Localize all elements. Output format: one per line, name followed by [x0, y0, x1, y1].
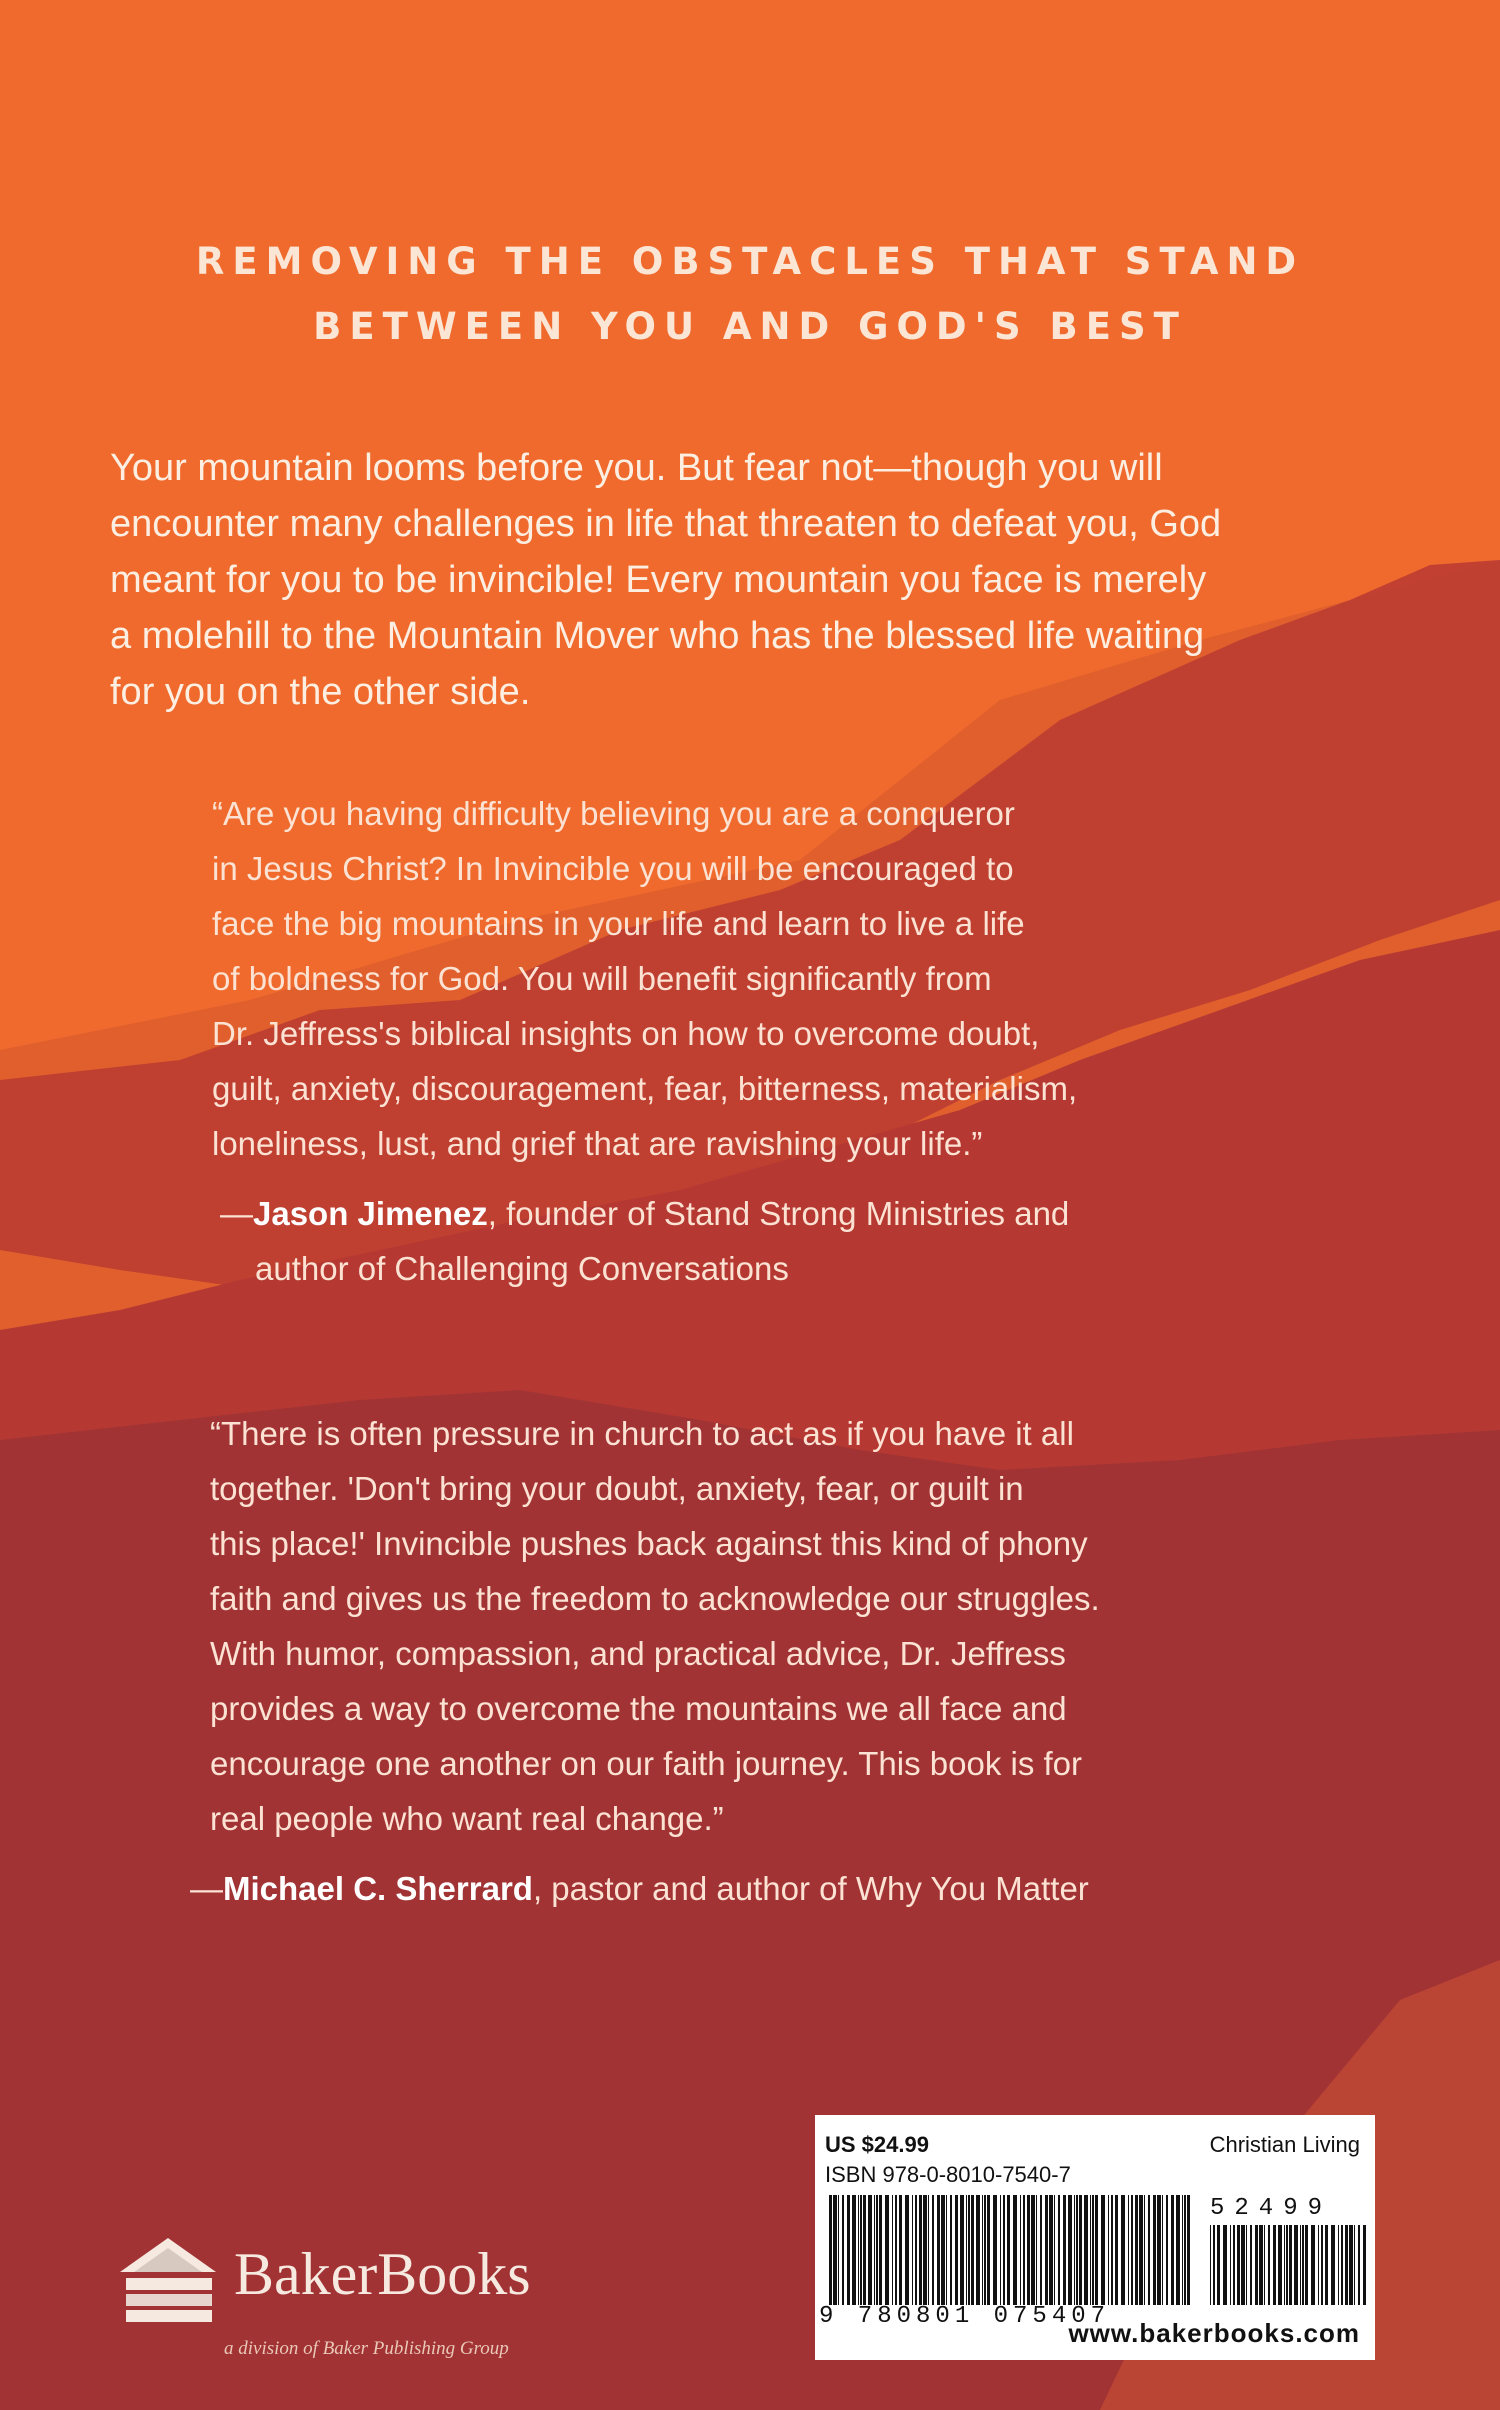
barcode-bar — [1095, 2195, 1098, 2305]
quote-line: provides a way to overcome the mountains we all face and — [210, 1690, 1067, 1727]
barcode-bar — [1349, 2225, 1353, 2305]
barcode-bar — [1213, 2225, 1215, 2305]
barcode-bar — [1182, 2195, 1183, 2305]
quote-line: together. 'Don't bring your doubt, anxiety, fear, or guilt in — [210, 1470, 1024, 1507]
barcode-bar — [1294, 2225, 1298, 2305]
barcode-bar — [1111, 2195, 1113, 2305]
barcode-bar — [923, 2195, 927, 2305]
barcode-bar — [1184, 2195, 1186, 2305]
category: Christian Living — [1209, 2132, 1360, 2157]
attribution-name: Michael C. Sherrard — [223, 1870, 533, 1907]
barcode-bar — [1217, 2225, 1220, 2305]
barcode-bar — [1003, 2195, 1005, 2305]
cover-heading-line-2: BETWEEN YOU AND GOD'S BEST — [313, 305, 1187, 348]
barcode-bar — [1068, 2195, 1072, 2305]
barcode-bar — [1331, 2225, 1335, 2305]
intro-line: encounter many challenges in life that threaten to defeat you, God — [110, 503, 1222, 545]
quote-line: this place!' Invincible pushes back against this kind of phony — [210, 1525, 1088, 1562]
barcode-bar — [1259, 2225, 1263, 2305]
barcode-bar — [1153, 2195, 1156, 2305]
barcode-bar — [1135, 2195, 1138, 2305]
barcode-bar — [1289, 2225, 1292, 2305]
attribution-dash: — — [220, 1195, 253, 1232]
barcode-bar — [1345, 2225, 1348, 2305]
barcode-bar — [1084, 2195, 1088, 2305]
barcode-bar — [946, 2195, 947, 2305]
quote-line: of boldness for God. You will benefit significantly from — [212, 960, 992, 997]
barcode-bar — [1076, 2195, 1078, 2305]
barcode-bar — [1115, 2195, 1118, 2305]
quote-line: encourage one another on our faith journey. This book is for — [210, 1745, 1083, 1782]
barcode-bar — [1128, 2195, 1129, 2305]
publisher-logo — [112, 2220, 632, 2370]
barcode-bar — [928, 2195, 929, 2305]
quote-line: With humor, compassion, and practical advice, Dr. Jeffress — [210, 1635, 1066, 1672]
barcode-bar — [1063, 2195, 1066, 2305]
quote-line: guilt, anxiety, discouragement, fear, bitterness, materialism, — [212, 1070, 1078, 1107]
baker-books-house-icon — [112, 2228, 230, 2328]
barcode-bar — [1305, 2225, 1308, 2305]
barcode-bar — [993, 2195, 997, 2305]
barcode-bar — [899, 2195, 902, 2305]
barcode-bar — [915, 2195, 917, 2305]
barcode-bar — [1237, 2225, 1240, 2305]
ean-barcode — [827, 2195, 1192, 2305]
barcode-bar — [1318, 2225, 1319, 2305]
barcode-bar — [919, 2195, 922, 2305]
barcode-bar — [863, 2195, 866, 2305]
barcode-bar — [941, 2195, 945, 2305]
barcode-bar — [912, 2195, 913, 2305]
barcode-bar — [858, 2195, 859, 2305]
cover-heading-line-1: REMOVING THE OBSTACLES THAT STAND — [195, 240, 1305, 283]
barcode-bar — [982, 2195, 983, 2305]
barcode-bar — [838, 2195, 839, 2305]
barcode-bar — [1040, 2195, 1042, 2305]
barcode-bar — [955, 2195, 958, 2305]
barcode-bar — [842, 2195, 844, 2305]
barcode-bar — [1311, 2225, 1315, 2305]
barcode-bar — [1187, 2195, 1190, 2305]
quote-line: face the big mountains in your life and learn to live a life — [212, 905, 1025, 942]
barcode-bar — [1054, 2195, 1055, 2305]
quote-line: loneliness, lust, and grief that are ravishing your life.” — [212, 1125, 983, 1162]
barcode-bar — [1162, 2195, 1163, 2305]
barcode-bar — [966, 2195, 967, 2305]
barcode-bar — [1223, 2225, 1227, 2305]
barcode-bar — [829, 2195, 832, 2305]
barcode-bar — [1031, 2195, 1035, 2305]
intro-line: for you on the other side. — [110, 671, 531, 713]
barcode-bar — [874, 2195, 875, 2305]
barcode-bar — [905, 2195, 909, 2305]
barcode-bar — [1036, 2195, 1037, 2305]
barcode-bar — [984, 2195, 986, 2305]
barcode-bar — [1049, 2195, 1053, 2305]
addon-barcode — [1208, 2225, 1368, 2305]
barcode-label — [815, 2115, 1375, 2360]
attribution-name: Jason Jimenez — [253, 1195, 488, 1232]
barcode-bar — [968, 2195, 970, 2305]
barcode-bar — [885, 2195, 889, 2305]
barcode-bar — [1139, 2195, 1143, 2305]
intro-line: Your mountain looms before you. But fear not—though you will — [110, 447, 1163, 489]
barcode-bar — [1000, 2195, 1001, 2305]
attribution-role: , founder of Stand Strong Ministries and — [487, 1195, 1070, 1232]
intro-line: meant for you to be invincible! Every mountain you face is merely — [110, 559, 1207, 601]
publisher-name: BakerBooks — [234, 2241, 531, 2307]
barcode-bar — [1144, 2195, 1145, 2305]
barcode-bar — [1176, 2195, 1180, 2305]
barcode-bar — [1325, 2225, 1328, 2305]
barcode-bar — [868, 2195, 872, 2305]
barcode-bar — [876, 2195, 878, 2305]
quote-line: Dr. Jeffress's biblical insights on how to overcome doubt, — [212, 1015, 1040, 1052]
barcode-bar — [1027, 2195, 1030, 2305]
barcode-bar — [976, 2195, 980, 2305]
barcode-bar — [1363, 2225, 1366, 2305]
price: US $24.99 — [825, 2132, 929, 2157]
barcode-bar — [1058, 2195, 1060, 2305]
addon-digits: 52499 — [1210, 2195, 1333, 2222]
quote-line: real people who want real change.” — [210, 1800, 724, 1837]
barcode-bar — [932, 2195, 934, 2305]
barcode-bar — [1255, 2225, 1258, 2305]
barcode-bar — [1013, 2195, 1017, 2305]
barcode-bar — [950, 2195, 952, 2305]
barcode-bar — [1278, 2225, 1282, 2305]
barcode-bar — [1268, 2225, 1270, 2305]
barcode-bar — [852, 2195, 856, 2305]
barcode-bar — [1148, 2195, 1150, 2305]
barcode-bar — [1045, 2195, 1048, 2305]
barcode-bar — [1300, 2225, 1301, 2305]
publisher-tagline: a division of Baker Publishing Group — [224, 2338, 509, 2359]
quote-line: “There is often pressure in church to act as if you have it all — [210, 1415, 1074, 1452]
barcode-bar — [1171, 2195, 1174, 2305]
barcode-bar — [1341, 2225, 1343, 2305]
barcode-bar — [892, 2195, 893, 2305]
barcode-bar — [1074, 2195, 1075, 2305]
barcode-bar — [1007, 2195, 1010, 2305]
quote-line: faith and gives us the freedom to acknowledge our struggles. — [210, 1580, 1100, 1617]
attribution-dash: — — [190, 1870, 223, 1907]
barcode-bar — [1358, 2225, 1360, 2305]
barcode-bar — [1233, 2225, 1235, 2305]
barcode-bar — [1354, 2225, 1355, 2305]
isbn: ISBN 978-0-8010-7540-7 — [825, 2162, 1071, 2187]
barcode-bar — [1302, 2225, 1304, 2305]
barcode-bar — [937, 2195, 940, 2305]
barcode-bar — [833, 2195, 837, 2305]
quote-line: “Are you having difficulty believing you are a conqueror — [212, 795, 1015, 832]
quote-line: in Jesus Christ? In Invincible you will be encouraged to — [212, 850, 1014, 887]
barcode-bar — [1108, 2195, 1109, 2305]
barcode-bar — [1092, 2195, 1094, 2305]
barcode-bar — [1264, 2225, 1265, 2305]
publisher-website: www.bakerbooks.com — [1068, 2318, 1360, 2348]
barcode-bar — [1023, 2195, 1025, 2305]
barcode-bar — [1241, 2225, 1245, 2305]
barcode-bar — [860, 2195, 862, 2305]
barcode-bar — [1079, 2195, 1082, 2305]
attribution-role: , pastor and author of Why You Matter — [532, 1870, 1089, 1907]
barcode-bar — [1131, 2195, 1133, 2305]
barcode-bar — [879, 2195, 882, 2305]
barcode-bar — [960, 2195, 964, 2305]
barcode-bar — [1210, 2225, 1211, 2305]
barcode-bar — [987, 2195, 990, 2305]
barcode-bar — [895, 2195, 897, 2305]
barcode-bar — [1166, 2195, 1168, 2305]
barcode-bar — [1090, 2195, 1091, 2305]
barcode-bar — [1020, 2195, 1021, 2305]
barcode-bar — [1338, 2225, 1339, 2305]
barcode-bar — [1101, 2195, 1105, 2305]
intro-line: a molehill to the Mountain Mover who has the blessed life waiting — [110, 615, 1205, 657]
barcode-bar — [1230, 2225, 1231, 2305]
quote-attribution-line-2: author of Challenging Conversations — [255, 1250, 789, 1287]
barcode-bar — [847, 2195, 850, 2305]
barcode-bar — [1121, 2195, 1125, 2305]
barcode-bar — [1273, 2225, 1276, 2305]
barcode-bar — [1284, 2225, 1285, 2305]
barcode-bar — [1286, 2225, 1288, 2305]
quote-attribution — [190, 1870, 1089, 1908]
barcode-bar — [1246, 2225, 1247, 2305]
quote-attribution — [220, 1195, 1069, 1233]
barcode-bar — [1157, 2195, 1161, 2305]
barcode-bar — [1321, 2225, 1323, 2305]
barcode-bar — [971, 2195, 974, 2305]
barcode-bar — [1250, 2225, 1252, 2305]
ean-digits: 9 780801 075407 — [819, 2303, 1111, 2330]
